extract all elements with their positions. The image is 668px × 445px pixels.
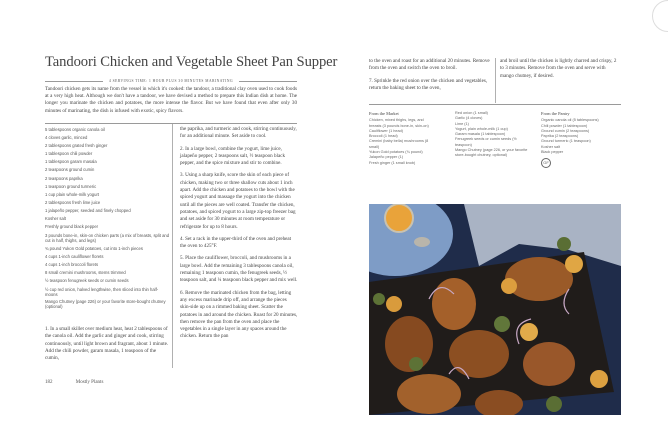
column-divider: [172, 124, 173, 368]
step-2: 2. In a large bowl, combine the yogurt, lime juice, jalapeño pepper, 2 teaspoons salt, ½ teaspoon black pepper, and the spice mixture and stir to combine.: [180, 145, 286, 167]
shopping-item: Organic canola oil (5 tablespoons): [541, 118, 599, 123]
step-text: the paprika, and turmeric and cook, stirring continuously, for an additional minute. Set aside to cool.: [180, 126, 297, 140]
ingredient: 1 teaspoon ground turmeric: [45, 183, 97, 189]
ingredient: Freshly ground black pepper: [45, 224, 99, 230]
recipe-intro: Tandoori chicken gets its name from the vessel in which it's cooked: the tandoor, a traditional clay oven used to cook foods at a very high heat. Although we don't have a tandoor, we have devised a method to prepare this Indian dish at home. The longer you marinate the chicken and potatoes, the more intense the flavor. But we have found that even after only 30 minutes of marinating, the dish is infused with exotic, spicy flavors.: [45, 86, 297, 114]
recipe-title: Tandoori Chicken and Vegetable Sheet Pan Supper: [45, 54, 338, 70]
page-number: 182: [45, 380, 53, 385]
step-5: 5. Place the cauliflower, broccoli, and mushrooms in a large bowl. Add the remaining 3 tablespoons canola oil, remaining 1 teaspoon cumin, the fenugreek seeds, ½ teaspoon salt, and ¼ teaspoon black pepper and mix well.: [180, 255, 298, 284]
shopping-item: Mango Chutney (page 226, or your favorite store-bought chutney, optional): [455, 148, 528, 158]
step-4: 4. Set a rack in the upper-third of the oven and preheat the oven to 425°F.: [180, 235, 292, 250]
column-divider: [495, 58, 496, 103]
shopping-item: Kosher salt: [541, 144, 560, 149]
page-footer: [45, 380, 125, 385]
sheet-pan-tandoori-chicken-photo: [369, 204, 621, 415]
shopping-item: Lime (1): [455, 121, 469, 126]
shopping-heading: From the Pantry: [541, 111, 570, 116]
ingredient: 2 teaspoons ground cumin: [45, 167, 95, 173]
shopping-item: Cremini (baby bella) mushrooms (8 small): [369, 139, 429, 149]
recipe-meta: 4 SERVINGS TIME: 1 HOUR PLUS 30 MINUTES MARINATING: [108, 79, 234, 83]
shopping-item: Chicken, mixed thighs, legs, and breasts (3 pounds bone-in, skin-on): [369, 118, 429, 128]
shopping-item: Cauliflower (1 head): [369, 128, 403, 133]
divider: [369, 104, 621, 105]
ingredient: 1 cup plain whole-milk yogurt: [45, 191, 99, 197]
shopping-item: Jalapeño pepper (1): [369, 155, 403, 160]
shopping-item: Ground turmeric (1 teaspoon): [541, 139, 591, 144]
recipe-meta-row: [45, 77, 297, 85]
ingredient: 2 tablespoons grated fresh ginger: [45, 143, 108, 149]
shopping-item: Garam masala (1 tablespoon): [455, 132, 506, 137]
book-title: Mostly Plants: [75, 380, 104, 385]
ingredient: 2 teaspoons paprika: [45, 175, 83, 181]
shopping-list-market: [369, 111, 435, 166]
shopping-item: Ground cumin (2 teaspoons): [541, 128, 590, 133]
step-text: 1. In a small skillet over medium heat, heat 2 tablespoons of the canola oil. Add the garlic and ginger and cook, stirring continuously, until light brown and fragrant, about 1 minute. Add the chili powder, garam masala, 1 teaspoon of the cumin,: [45, 326, 169, 362]
step-6: 6. Remove the marinated chicken from the bag, letting any excess marinade drip off, and arrange the pieces skin-side up on a rimmed baking sheet. Scatter the potatoes in and around the chicken. Roast for 20 minutes, then remove the pan from the oven and place the vegetables in a single layer in any spaces around the chicken. Return the pan: [180, 289, 298, 340]
step-text: and broil until the chicken is lightly charred and crispy, 2 to 3 minutes. Remove from the oven and serve with mango chutney, if desired.: [500, 58, 617, 79]
ingredient: 1 jalapeño pepper, seeded and finely chopped: [45, 207, 131, 213]
ingredient: 8 small cremini mushrooms, stems trimmed: [45, 270, 126, 275]
ingredient: 4 cups 1-inch broccoli florets: [45, 261, 99, 267]
shopping-item: Black pepper: [541, 150, 564, 155]
ingredient-list: [45, 126, 170, 311]
shopping-list-pantry: [541, 111, 621, 168]
ingredient: 1 tablespoon garam masala: [45, 159, 97, 165]
ingredient: ¾ pound Yukon Gold potatoes, cut into 1-inch pieces: [45, 245, 143, 251]
ingredient: ½ cup red onion, halved lengthwise, then sliced into thin half-moons: [45, 286, 159, 297]
ingredient: Kosher salt: [45, 216, 66, 222]
ingredient: 4 cups 1-inch cauliflower florets: [45, 253, 104, 259]
step-1: [45, 326, 170, 367]
steps-column: [180, 126, 298, 346]
shopping-list-market-2: [455, 111, 531, 159]
ingredient: Mango Chutney (page 226) or your favorite store-bought chutney (optional): [45, 298, 166, 309]
shopping-item: Fresh ginger (1 small knob): [369, 160, 416, 165]
shopping-item: Yukon Gold potatoes (¾ pound): [369, 150, 423, 155]
shopping-item: Broccoli (1 head): [369, 134, 398, 139]
ingredient: 3 pounds bone-in, skin-on chicken parts (a mix of breasts, split and cut in half, thighs, and legs): [45, 232, 170, 243]
shopping-item: Red onion (1 small): [455, 111, 488, 115]
step-3: 3. Using a sharp knife, score the skin of each piece of chicken, making two or three shallow cuts about 1 inch apart. Add the chicken and potatoes to the bowl with the spiced yogurt and massage the yogurt into the chicken until all the pieces are well coated. Transfer the chicken, potatoes, and spiced yogurt to a large zip-top freezer bag and set aside for 30 minutes at room temperature or refrigerate for up to 8 hours.: [180, 172, 296, 230]
ingredient: 5 tablespoons organic canola oil: [45, 127, 105, 132]
divider: [45, 81, 103, 82]
divider: [45, 123, 297, 124]
page-corner-button[interactable]: [652, 0, 668, 32]
step-text: to the oven and roast for an additional 20 minutes. Remove from the oven and switch the oven to broil.: [369, 58, 490, 72]
ingredient: 1 tablespoon chili powder: [45, 151, 93, 157]
shopping-heading: From the Market: [369, 111, 399, 116]
chutney-bowl: [385, 204, 413, 232]
ingredient: ½ teaspoon fenugreek seeds or cumin seeds: [45, 278, 129, 284]
ingredient: 2 tablespoons fresh lime juice: [45, 199, 101, 205]
shopping-item: Fenugreek seeds or cumin seeds (½ teaspoon): [455, 137, 517, 147]
shopping-item: Yogurt, plain whole-milk (1 cup): [455, 126, 508, 131]
steps-column-right-2: [500, 58, 620, 85]
shopping-item: Garlic (4 cloves): [455, 116, 483, 121]
spoon: [414, 237, 430, 247]
gluten-free-icon: GF: [541, 158, 551, 168]
shopping-item: Paprika (2 teaspoons): [541, 134, 579, 139]
steps-column-right-1: [369, 58, 490, 97]
shopping-item: Chili powder (1 tablespoon): [541, 123, 588, 128]
step-7: 7. Sprinkle the red onion over the chicken and vegetables, return the baking sheet to the oven,: [369, 77, 488, 91]
ingredient: 4 cloves garlic, minced: [45, 135, 88, 141]
divider: [239, 81, 297, 82]
